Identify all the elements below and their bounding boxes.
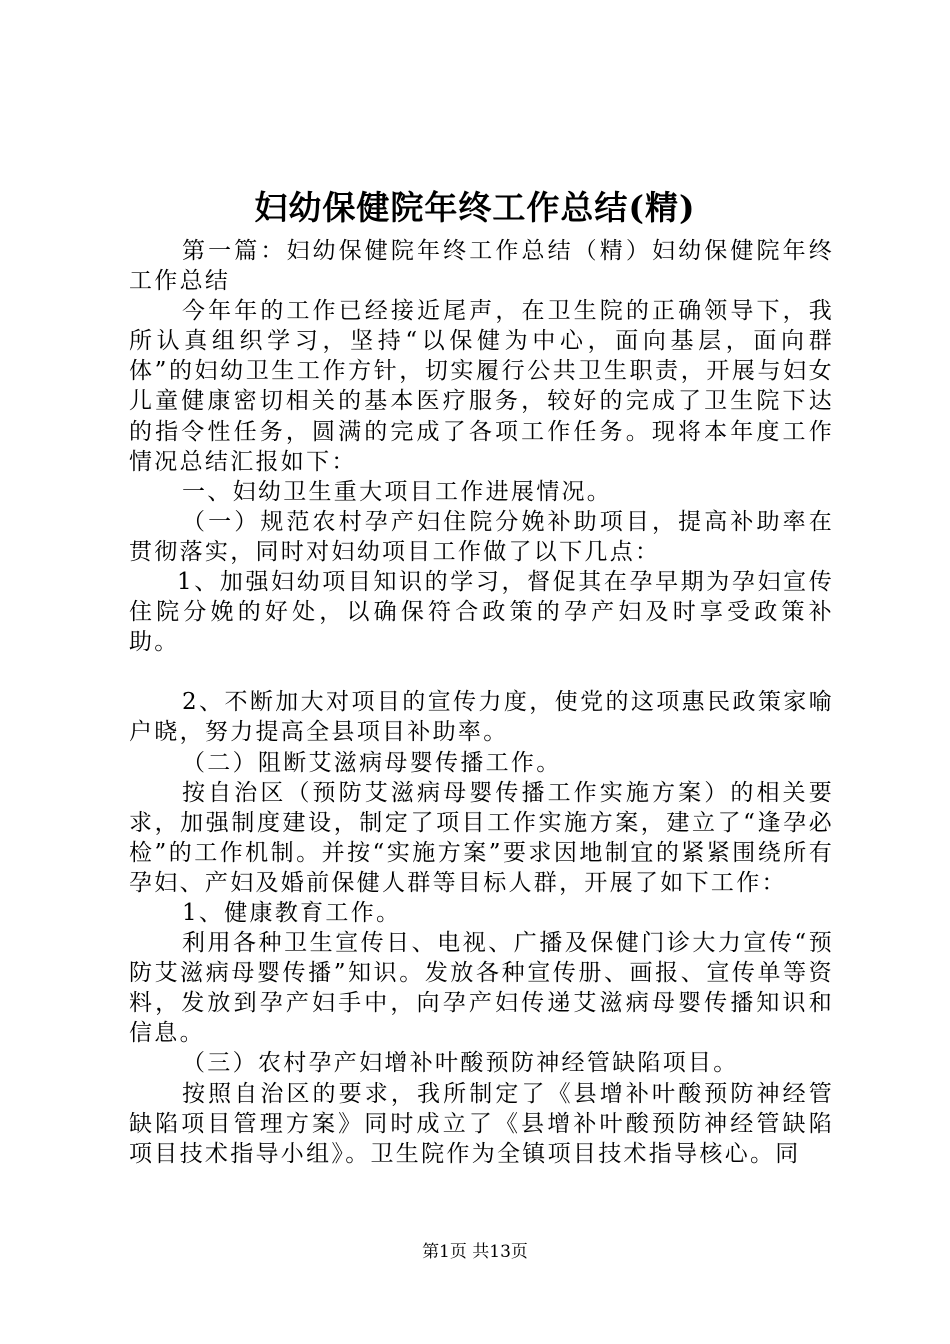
paragraph-publicity: 利用各种卫生宣传日、电视、广播及保健门诊大力宣传“预防艾滋病母婴传播”知识。发放各种宣传册、画报、宣传单等资料，发放到孕产妇手中，向孕产妇传递艾滋病母婴传播知识和信息。 bbox=[129, 930, 834, 1047]
paragraph-intro: 第一篇：妇幼保健院年终工作总结（精）妇幼保健院年终工作总结 bbox=[129, 238, 834, 295]
document-body bbox=[129, 236, 834, 1169]
subsection-heading-1: （一）规范农村孕产妇住院分娩补助项目，提高补助率在贯彻落实，同时对妇幼项目工作做了以下几点： bbox=[129, 508, 834, 565]
list-item-2: 2、不断加大对项目的宣传力度，使党的这项惠民政策家喻户晓，努力提高全县项目补助率。 bbox=[129, 689, 834, 746]
list-item-1: 1、加强妇幼项目知识的学习，督促其在孕早期为孕妇宣传住院分娩的好处，以确保符合政策的孕产妇及时享受政策补助。 bbox=[129, 569, 834, 656]
page-footer: 第1页 共13页 bbox=[422, 1242, 528, 1262]
list-item-health-education: 1、健康教育工作。 bbox=[182, 899, 402, 926]
paragraph-folic-acid: 按照自治区的要求，我所制定了《县增补叶酸预防神经管缺陷项目管理方案》同时成立了《县增补叶酸预防神经管缺陷项目技术指导小组》。卫生院作为全镇项目技术指导核心。同 bbox=[129, 1080, 834, 1167]
paragraph-hiv-plan: 按自治区（预防艾滋病母婴传播工作实施方案）的相关要求，加强制度建设，制定了项目工作实施方案，建立了“逢孕必检”的工作机制。并按“实施方案”要求因地制宜的紧紧围绕所有孕妇、产妇及婚前保健人群等目标人群，开展了如下工作： bbox=[129, 779, 834, 896]
document-title: 妇幼保健院年终工作总结(精) bbox=[254, 188, 696, 227]
subsection-heading-3: （三）农村孕产妇增补叶酸预防神经管缺陷项目。 bbox=[182, 1050, 739, 1077]
section-heading-1: 一、妇幼卫生重大项目工作进展情况。 bbox=[182, 478, 613, 505]
paragraph-summary: 今年年的工作已经接近尾声，在卫生院的正确领导下，我所认真组织学习，坚持“以保健为中心，面向基层，面向群体”的妇幼卫生工作方针，切实履行公共卫生职责，开展与妇女儿童健康密切相关的基本医疗服务，较好的完成了卫生院下达的指令性任务，圆满的完成了各项工作任务。现将本年度工作情况总结汇报如下： bbox=[129, 298, 834, 475]
subsection-heading-2: （二）阻断艾滋病母婴传播工作。 bbox=[182, 749, 562, 776]
paragraph-gap bbox=[129, 657, 834, 687]
